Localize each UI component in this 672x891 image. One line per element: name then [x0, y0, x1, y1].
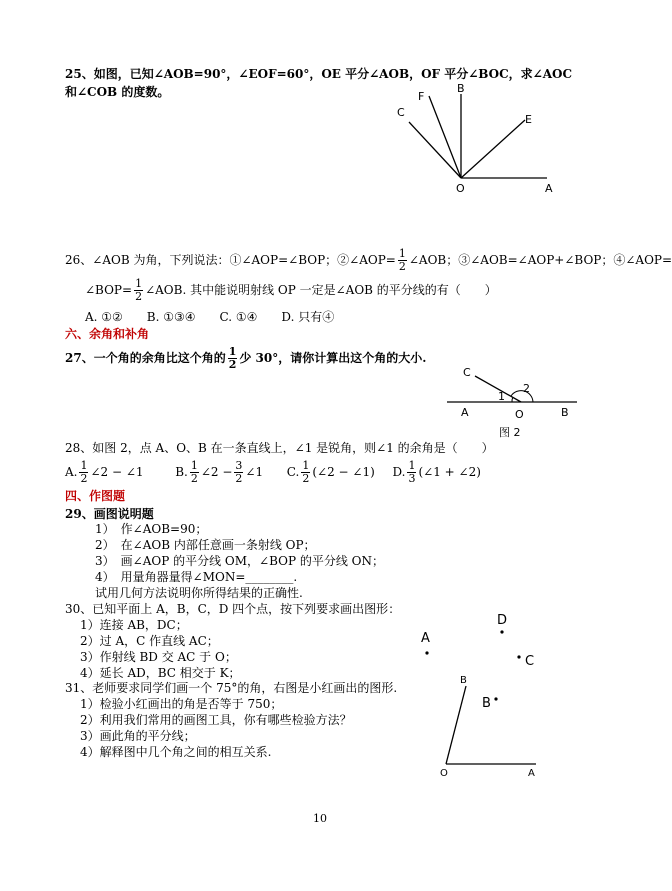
- q31-item: 1）检验小红画出的角是否等于 750；: [80, 697, 283, 711]
- label-O: O: [515, 408, 524, 421]
- q30-item: 4）延长 AD，BC 相交于 K；: [80, 666, 241, 680]
- label-F: F: [418, 90, 425, 103]
- q30-figure: [415, 610, 545, 675]
- label-B: B: [561, 406, 569, 419]
- fraction: $\frac{1}{2}$: [228, 345, 237, 371]
- label-A: A: [545, 182, 553, 195]
- label-B-mid: B: [482, 696, 491, 711]
- fraction: $\frac{1}{2}$: [135, 277, 143, 303]
- q29-title: 29、画图说明题: [65, 507, 154, 521]
- q26-line1: 26、∠AOB 为角，下列说法：①∠AOP=∠BOP；②∠AOP= $\frac{1}{2}$ ∠AOB；③∠AOB=∠AOP+∠BOP；④∠AOP=: [65, 247, 672, 273]
- label-D: D: [497, 613, 508, 628]
- q31-figure: [430, 672, 550, 780]
- label-E: E: [525, 113, 532, 126]
- q29-item: 2） 在∠AOB 内部任意画一条射线 OP；: [95, 538, 316, 552]
- label-B-top: B: [460, 675, 467, 686]
- q26-options: A. ①② B. ①③④ C. ①④ D. 只有④: [85, 310, 335, 324]
- q25-figure: [385, 82, 565, 197]
- label-C: C: [525, 654, 535, 669]
- q25-line1: 25、如图，已知∠AOB=90°，∠EOF=60°，OE 平分∠AOB，OF 平分∠BOC，求∠AOC: [65, 67, 573, 81]
- q25-line2: 和∠COB 的度数。: [65, 85, 170, 99]
- q30-item: 1）连接 AB，DC；: [80, 618, 188, 632]
- section-6-heading: 六、余角和补角: [65, 327, 150, 341]
- label-O: O: [456, 182, 465, 195]
- label-B: B: [457, 82, 465, 95]
- q29-item: 试用几何方法说明你所得结果的正确性.: [95, 586, 303, 600]
- q29-item: 4） 用量角器量得∠MON=________.: [95, 570, 298, 584]
- label-A: A: [528, 768, 535, 779]
- label-O: O: [440, 768, 448, 779]
- page-number: 10: [313, 812, 327, 825]
- figure-2: [445, 362, 585, 442]
- q27-text: 27、一个角的余角比这个角的 $\frac{1}{2}$ 少 30°，请你计算出这个角的大小.: [65, 345, 427, 371]
- label-A: A: [421, 631, 430, 646]
- label-2: 2: [523, 382, 530, 395]
- q31-item: 2）利用我们常用的画图工具，你有哪些检验方法？: [80, 713, 352, 727]
- q29-item: 3） 画∠AOP 的平分线 OM，∠BOP 的平分线 ON；: [95, 554, 384, 568]
- figure-caption: 图 2: [499, 426, 521, 439]
- section-4-heading: 四、作图题: [65, 489, 126, 503]
- q30-title: 30、已知平面上 A，B，C，D 四个点，按下列要求画出图形：: [65, 602, 401, 616]
- label-C: C: [397, 106, 405, 119]
- q29-item: 1） 作∠AOB=90；: [95, 522, 208, 536]
- q31-item: 3）画此角的平分线；: [80, 729, 196, 743]
- label-C: C: [463, 366, 471, 379]
- q31-title: 31、老师要求同学们画一个 75°的角，右图是小红画出的图形.: [65, 681, 398, 695]
- q30-item: 3）作射线 BD 交 AC 于 O；: [80, 650, 237, 664]
- q28-options: A. $\frac{1}{2}$ ∠2 − ∠1 B. $\frac{1}{2}$ ∠2 − $\frac{3}{2}$ ∠1 C. $\frac{1}{2}$ (∠2 − ∠1) D. $\frac{1}{3}$ (∠1 + ∠2): [65, 459, 481, 485]
- label-A: A: [461, 406, 469, 419]
- q28-text: 28、如图 2，点 A、O、B 在一条直线上，∠1 是锐角，则∠1 的余角是（ ）: [65, 441, 494, 455]
- q30-item: 2）过 A，C 作直线 AC；: [80, 634, 219, 648]
- q26-line2: ∠BOP= $\frac{1}{2}$ ∠AOB. 其中能说明射线 OP 一定是∠AOB 的平分线的有（ ）: [85, 277, 497, 303]
- label-1: 1: [498, 390, 505, 403]
- q31-item: 4）解释图中几个角之间的相互关系.: [80, 745, 272, 759]
- fraction: $\frac{1}{2}$: [398, 247, 406, 273]
